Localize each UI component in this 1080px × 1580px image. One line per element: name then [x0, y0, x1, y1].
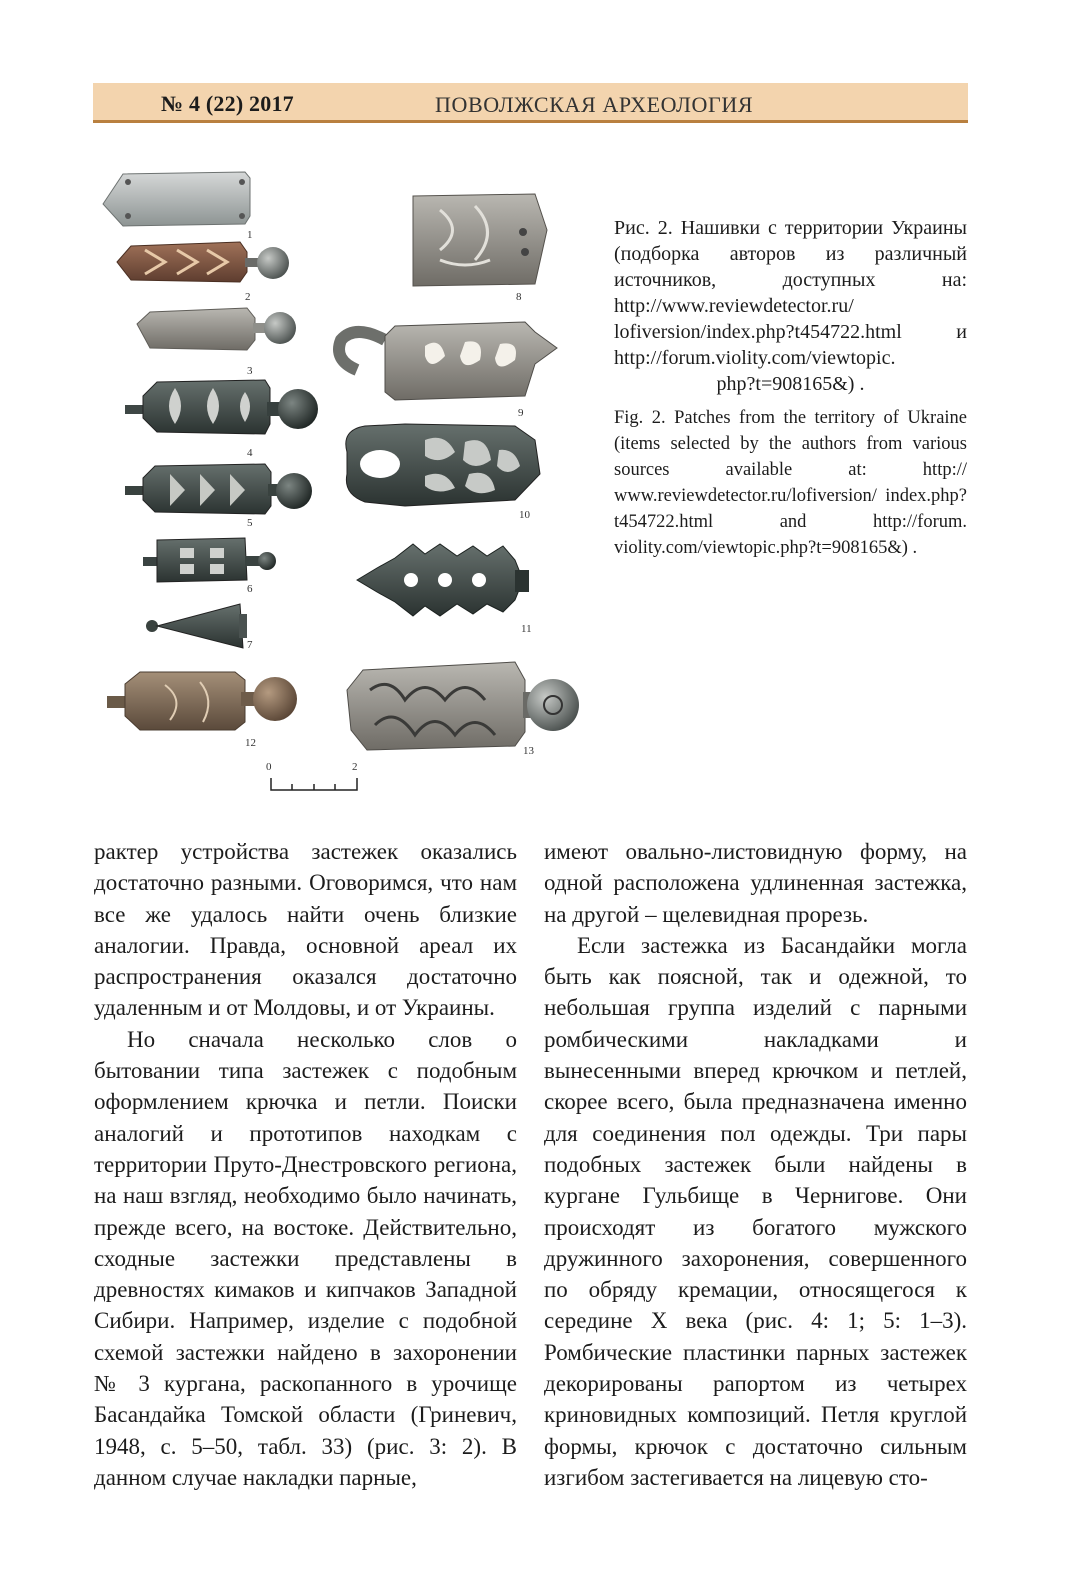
patch-2	[117, 242, 289, 282]
patch-7	[146, 604, 247, 648]
patches-photo	[95, 160, 595, 810]
scale-bar	[266, 761, 358, 790]
item-number-1: 1	[247, 229, 253, 241]
paragraph: имеют овально-листовидную форму, на одной расположена удлиненная застежка, на другой – щелевидная прорезь.	[544, 839, 967, 927]
patch-13	[347, 662, 579, 750]
scale-label-0: 0	[266, 761, 272, 773]
paragraph: Но сначала несколько слов о бытовании типа застежек с подобным оформлением крючка и петли. Поиски аналогий и прототипов находкам с территории Пруто-Днестровского региона, на наш взгляд, необходимо было начинать, прежде всего, на востоке. Действительно, сходные застежки представлены в древностях кимаков и кипчаков Западной Сибири. Например, изделие с подобной схемой застежки найдено в захоронении № 3 кургана, раскопанного в урочище Басандайка Томской области (Гриневич, 1948, с. 5–50, табл. 33) (рис. 3: 2). В данном случае накладки парные,	[94, 1026, 517, 1490]
patch-9	[339, 322, 557, 400]
item-number-4: 4	[247, 447, 253, 459]
item-number-7: 7	[247, 639, 253, 651]
journal-header	[93, 83, 968, 123]
journal-title: ПОВОЛЖСКАЯ АРХЕОЛОГИЯ	[435, 92, 754, 117]
caption-ru-body: Рис. 2. Нашивки с территории Украины (подборка авторов из различный источников, доступных на: http://www.reviewdetector.ru/ lofiversion/index.php?t454722.html и http://forum.violity.com/viewtopic.	[614, 217, 967, 369]
scale-label-2: 2	[352, 761, 358, 773]
item-number-2: 2	[245, 291, 251, 303]
item-number-9: 9	[518, 407, 524, 419]
item-number-11: 11	[521, 623, 532, 635]
patch-3	[137, 308, 296, 350]
issue-number: № 4 (22) 2017	[161, 91, 294, 116]
patch-11	[357, 544, 529, 616]
patch-5	[125, 464, 312, 514]
item-number-12: 12	[245, 737, 256, 749]
caption-ru-last-line: php?t=908165&) .	[716, 373, 865, 395]
patch-12	[107, 672, 297, 730]
item-number-8: 8	[516, 291, 522, 303]
patch-6	[143, 538, 276, 582]
text-column-right	[544, 836, 967, 1493]
patch-1	[103, 172, 250, 226]
figure-2-patches	[95, 160, 595, 810]
paragraph: рактер устройства застежек оказались достаточно разными. Оговоримся, что нам все же удалось найти очень близкие аналогии. Правда, основной ареал их распространения оказался достаточно удаленным и от Молдовы, и от Украины.	[94, 839, 517, 1021]
item-number-10: 10	[519, 509, 530, 521]
patch-8	[413, 194, 547, 286]
item-number-13: 13	[523, 745, 534, 757]
paragraph: Если застежка из Басандайки могла быть как поясной, так и одежной, то небольшая группа изделий с парными ромбическими накладками и вынесенными вперед крючком и петлей, скорее всего, была предназначена именно для соединения пол одежды. Три пары подобных застежек были найдены в кургане Гульбище в Чернигове. Они происходят из богатого мужского дружинного захоронения, совершенного по обряду кремации, относящегося к середине Х века (рис. 4: 1; 5: 1–3). Ромбические пластинки парных застежек декорированы рапортом из четырех криновидных композиций. Петля круглой формы, крючок с достаточно сильным изгибом застегивается на лицевую сто-	[544, 932, 967, 1490]
patch-10	[346, 424, 540, 506]
figure-caption-ru	[614, 215, 967, 397]
figure-caption-en: Fig. 2. Patches from the territory of Ukraine (items selected by the authors from various sources available at: http:// www.reviewdetector.ru/lofiversion/ index.php?t454722.html and http://forum. violity.com/viewtopic.php?t=908165&) .	[614, 408, 967, 558]
patch-4	[125, 380, 318, 434]
item-number-6: 6	[247, 583, 253, 595]
item-number-5: 5	[247, 517, 253, 529]
text-column-left	[94, 836, 517, 1493]
item-number-3: 3	[247, 365, 253, 377]
